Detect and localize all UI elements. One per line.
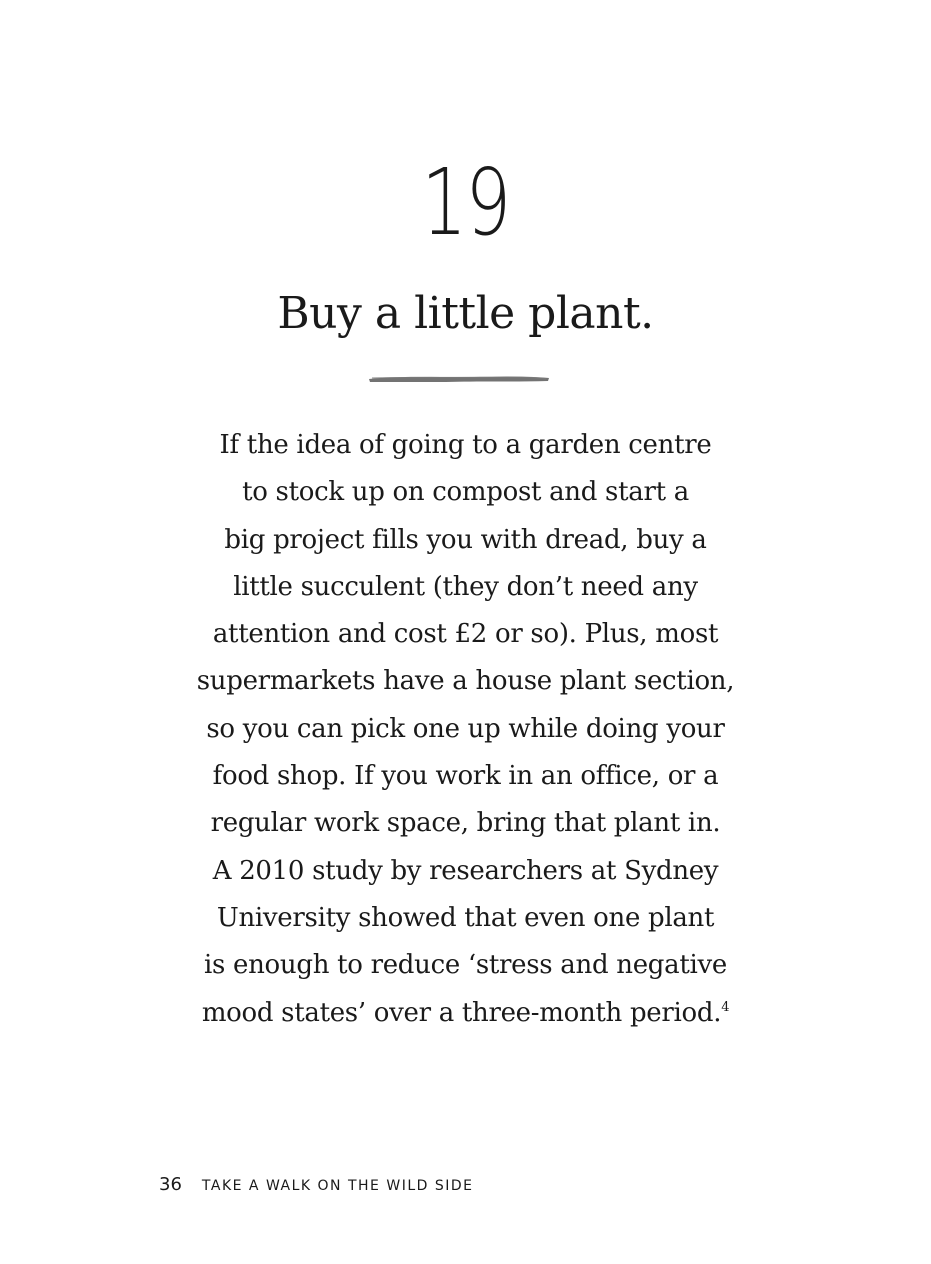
- brush-stroke-divider: [366, 372, 552, 386]
- body-line: University showed that even one plant: [216, 902, 715, 933]
- body-line-last: [130, 990, 801, 1037]
- body-line: to stock up on compost and start a: [242, 477, 689, 508]
- body-line: regular work space, bring that plant in.: [210, 808, 721, 839]
- body-line: food shop. If you work in an office, or a: [212, 761, 719, 792]
- body-line: is enough to reduce ‘stress and negative: [204, 950, 727, 981]
- body-line: so you can pick one up while doing your: [206, 713, 725, 744]
- body-line: If the idea of going to a garden centre: [219, 430, 712, 460]
- page-number: 36: [159, 1174, 182, 1195]
- footnote-marker[interactable]: 4: [721, 999, 730, 1015]
- chapter-title: Buy a little plant.: [277, 288, 654, 339]
- chapter-number: 19: [421, 149, 510, 256]
- body-line: little succulent (they don’t need any: [233, 571, 698, 602]
- body-line: big project fills you with dread, buy a: [224, 524, 707, 555]
- body-line: attention and cost £2 or so). Plus, most: [212, 619, 719, 650]
- body-line-text: mood states’ over a three-month period.: [201, 997, 722, 1028]
- body-paragraph: [130, 422, 801, 1037]
- page-footer: [159, 1174, 474, 1202]
- body-line: A 2010 study by researchers at Sydney: [212, 855, 719, 886]
- running-head: TAKE A WALK ON THE WILD SIDE: [201, 1178, 474, 1194]
- body-line: supermarkets have a house plant section,: [196, 666, 735, 697]
